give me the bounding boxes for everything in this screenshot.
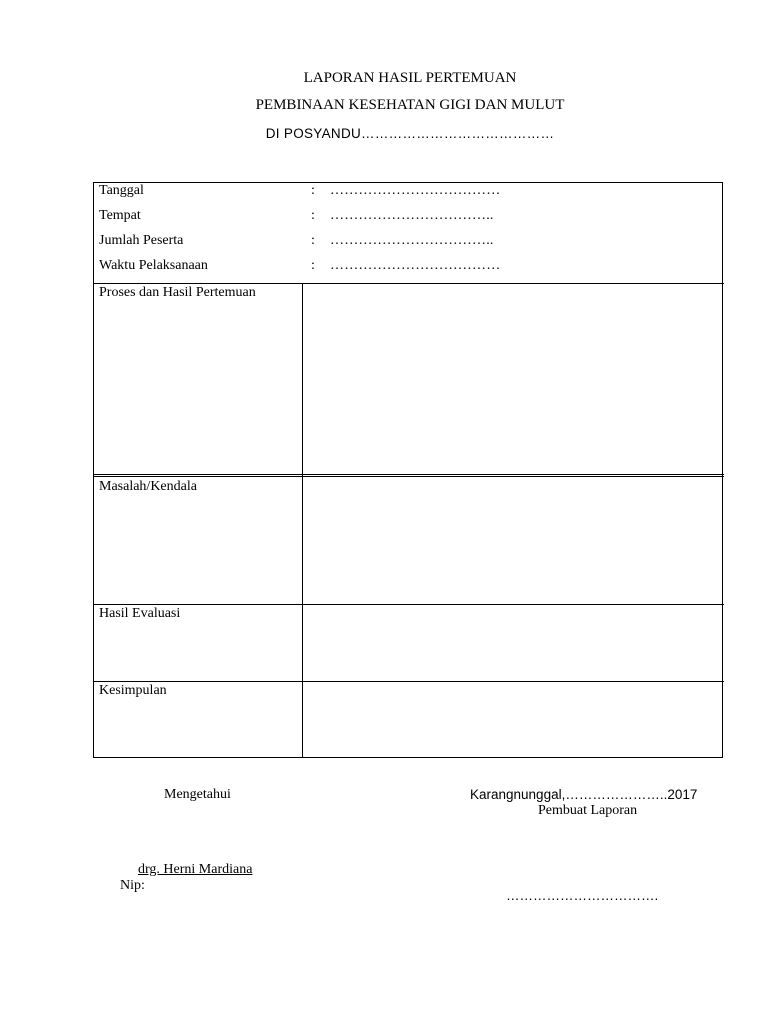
info-colon: : bbox=[311, 233, 315, 248]
section-field-evaluasi[interactable] bbox=[304, 606, 722, 680]
page-title-3: DI POSYANDU…………………………………… bbox=[265, 126, 555, 141]
signature-left-nip: Nip: bbox=[120, 878, 145, 893]
signature-left-heading: Mengetahui bbox=[164, 787, 231, 802]
section-field-proses[interactable] bbox=[304, 286, 722, 473]
section-field-masalah[interactable] bbox=[304, 479, 722, 603]
info-label: Tanggal bbox=[99, 183, 144, 198]
divider-evaluasi bbox=[93, 681, 724, 682]
page-title-2: PEMBINAAN KESEHATAN GIGI DAN MULUT bbox=[255, 97, 565, 113]
info-colon: : bbox=[311, 183, 315, 198]
section-label-kesimpulan: Kesimpulan bbox=[99, 683, 167, 698]
info-value[interactable]: …………………………….. bbox=[330, 233, 494, 248]
info-value[interactable]: ……………………………… bbox=[330, 183, 501, 198]
section-label-masalah: Masalah/Kendala bbox=[99, 479, 197, 494]
signature-left-name: drg. Herni Mardiana bbox=[138, 862, 253, 877]
info-value[interactable]: ……………………………… bbox=[330, 258, 501, 273]
signature-right-name-dots: ……………………………. bbox=[506, 888, 659, 903]
section-field-kesimpulan[interactable] bbox=[304, 683, 722, 756]
divider-masalah bbox=[93, 604, 724, 605]
signature-place-date bbox=[470, 787, 697, 804]
info-label: Waktu Pelaksanaan bbox=[99, 258, 208, 273]
divider-proses bbox=[93, 474, 724, 477]
info-label: Tempat bbox=[99, 208, 141, 223]
info-colon: : bbox=[311, 258, 315, 273]
section-label-proses: Proses dan Hasil Pertemuan bbox=[99, 285, 256, 300]
column-divider bbox=[302, 284, 303, 758]
info-label: Jumlah Peserta bbox=[99, 233, 184, 248]
signature-right-heading: Pembuat Laporan bbox=[538, 803, 638, 818]
page-title-1: LAPORAN HASIL PERTEMUAN bbox=[303, 70, 517, 86]
info-colon: : bbox=[311, 208, 315, 223]
divider-header bbox=[93, 283, 724, 284]
section-label-evaluasi: Hasil Evaluasi bbox=[99, 606, 181, 621]
info-value[interactable]: …………………………….. bbox=[330, 208, 494, 223]
place-date-text: Karangnunggal,…………………..2017 bbox=[470, 787, 698, 802]
